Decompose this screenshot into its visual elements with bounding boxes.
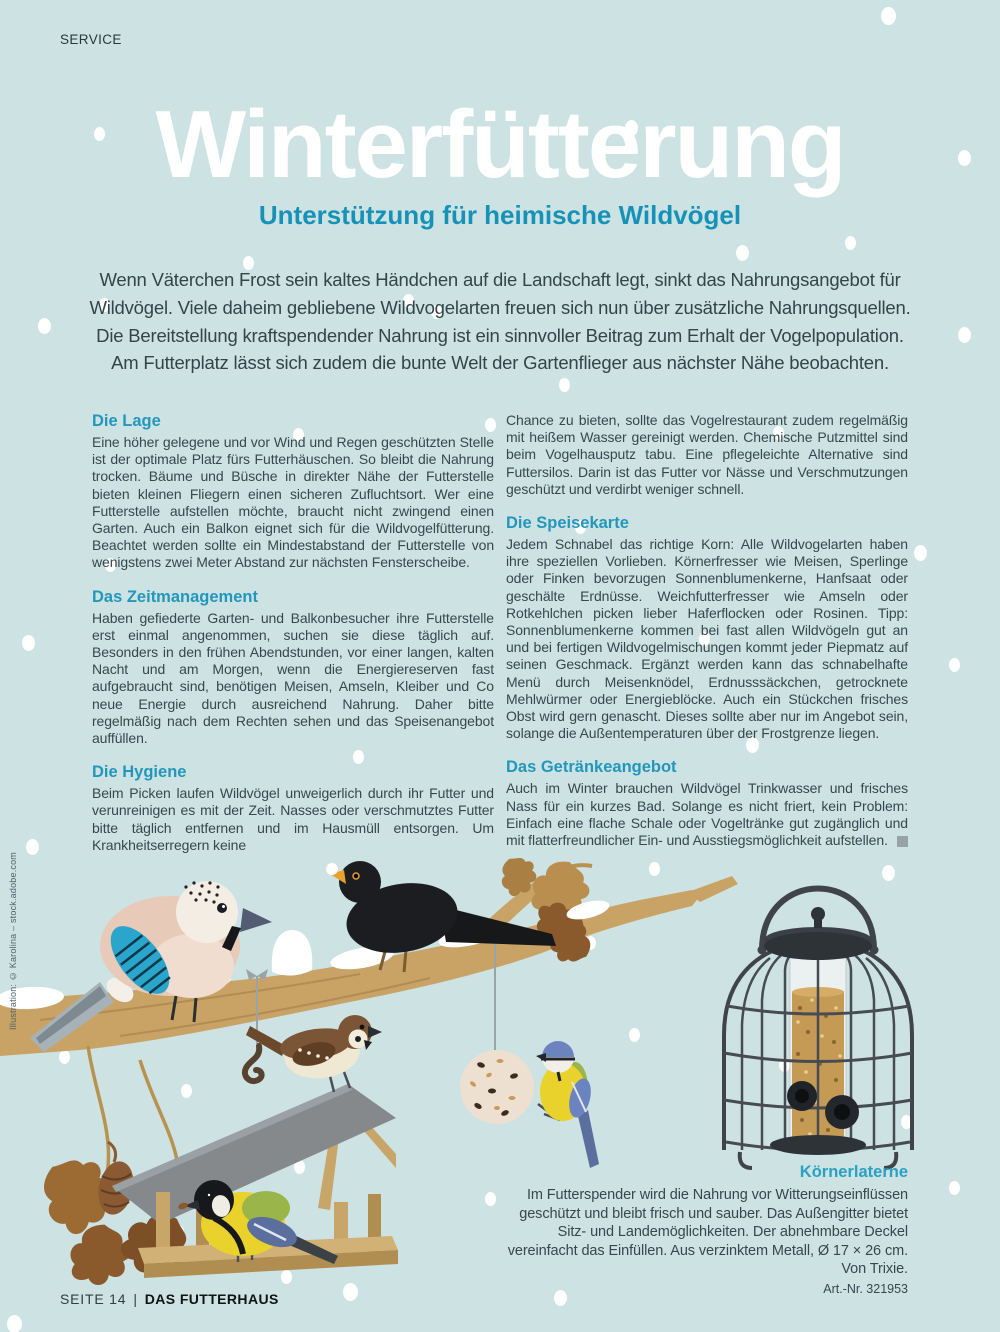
seed-lantern-photo [724, 889, 912, 1169]
snow-dots [0, 0, 9, 12]
footer-brand: DAS FUTTERHAUS [144, 1291, 279, 1307]
section-body: Beim Picken laufen Wildvögel unweigerlich durch ihr Futter und verunreinigen es mit der Zeit. Nasses oder verschmutztes Futter bitte täglich entfernen und im Hausmüll entsorgen. Um Krankheitserregern keine [92, 785, 494, 853]
section-heading: Die Hygiene [92, 763, 187, 782]
section-body: Eine höher gelegene und vor Wind und Regen geschützten Stelle ist der optimale Platz fürs Futterhäuschen. So bleibt die Nahrung trocken. Bäume und Büsche in direkter Nähe der Futterstelle bieten kleinen Fliegern einen sicheren Zufluchtsort. Wer eine Futterstelle aufstellen möchte, braucht nicht zwingend einen Garten. Auch ein Balkon eignet sich für die Wildvogelfütterung. Beachtet werden sollte ein Mindestabstand der Futterstelle von wenigstens zwei Meter Abstand zur nächsten Fensterscheibe. [92, 434, 494, 571]
section-speisekarte [506, 514, 908, 742]
product-info [505, 1163, 908, 1296]
blue-tit [536, 1041, 599, 1168]
hygiene-continuation: Chance zu bieten, sollte das Vogelrestaurant zudem regelmäßig mit heißem Wasser gereinigt werden. Chemische Putzmittel sind beim Vogelhausputz tabu. Eine pflegeleichte Alternative sind Futtersilos. Darin ist das Futter vor Nässe und Verschmutzungen geschützt und verdirbt weniger schnell. [506, 412, 908, 497]
page-footer [60, 1291, 279, 1307]
section-heading: Die Speisekarte [506, 514, 629, 533]
page-subtitle: Unterstützung für heimische Wildvögel [258, 200, 742, 230]
product-heading: Körnerlaterne [799, 1163, 908, 1181]
kicker: SERVICE [60, 32, 122, 47]
section-heading: Die Lage [92, 412, 161, 430]
article-columns [92, 412, 908, 870]
product-article-number: Art.-Nr. 321953 [823, 1281, 908, 1296]
section-hygiene [92, 763, 494, 854]
article-end-marker [897, 836, 908, 847]
intro-paragraph: Wenn Väterchen Frost sein kaltes Händchen auf die Landschaft legt, sinkt das Nahrungsangebot für Wildvögel. Viele daheim gebliebene Wildvogelarten freuen sich nun über zusätzliche Nahrungsquellen. Die Bereitstellung kraftspendender Nahrung ist ein sinnvoller Beitrag zum Erhalt der Vogelpopulation. Am Futterplatz lässt sich zudem die bunte Welt der Gartenflieger aus nächster Nähe beobachten. [89, 269, 911, 374]
product-description: Im Futterspender wird die Nahrung vor Witterungseinflüssen geschützt und bleibt frisch und sauber. Das Außengitter bietet Sitz- und Landemöglichkeiten. Der abnehmbare Deckel vereinfacht das Einfüllen. Aus verzinktem Metall, Ø 17 × 26 cm. Von Trixie. [507, 1187, 908, 1277]
section-heading: Das Getränkeangebot [506, 758, 677, 777]
section-body: Haben gefiederte Garten- und Balkonbesucher ihre Futterstelle erst einmal angenommen, suchen sie diese täglich auf. Besonders in den frühen Abendstunden, vor einer langen, kalten Nacht und am Morgen, wenn die Energiereserven fast aufgebraucht sind, benötigen Meisen, Amseln, Kleiber und Co neue Energie durch ausreichend Nahrung. Daher bitte regelmäßig nach dem Rechten sehen und das Speisenangebot auffüllen. [92, 609, 494, 747]
section-die-lage [92, 412, 494, 572]
section-getraenkeangebot [506, 758, 908, 849]
section-body: Jedem Schnabel das richtige Korn: Alle Wildvogelarten haben ihre speziellen Vorlieben. Körnerfresser wie Meisen, Sperlinge oder Finken bevorzugen Sonnenblumenkerne, Hanfsaat oder geschälte Erdnüsse. Weichfutterfresser wie Amseln oder Rotkehlchen picken lieber Haferflocken oder Rosinen. Tipp: Sonnenblumenkerne kommen bei fast allen Wildvögeln gut an und bei fertigen Wildvogelmischungen kommt jeder Piepmatz auf seinen Geschmack. Ergänzt werden kann das schnabelhafte Menü durch Meisenknödel, Erdnusssäckchen, getrocknete Mehlwürmer oder Energieblöcke. Auch ein Stückchen frisches Obst wird gern genascht. Dieses sollte aber nur im Angebot sein, solange die Außentemperaturen über der Frostgrenze liegen. [506, 536, 908, 742]
page-title: Winterfütterung [155, 91, 845, 198]
illustration-credit: Illustration: © Karolina – stock.adobe.com [8, 852, 18, 1030]
right-column [506, 412, 908, 870]
footer-separator: | [133, 1291, 138, 1307]
tree-sparrow [246, 1015, 382, 1092]
section-body: Auch im Winter brauchen Wildvögel Trinkwasser und frisches Nass für ein kurzes Bad. Solange es nicht friert, kein Problem: Einfach eine flache Schale oder Vogeltränke gut zugänglich und mit flatterfreundlicher Ein- und Ausstiegsmöglichkeit aufstellen. [506, 780, 908, 849]
footer-page-number: SEITE 14 [60, 1291, 127, 1307]
section-heading: Das Zeitmanagement [92, 587, 258, 606]
section-zeitmanagement [92, 588, 494, 748]
left-column [92, 412, 494, 870]
